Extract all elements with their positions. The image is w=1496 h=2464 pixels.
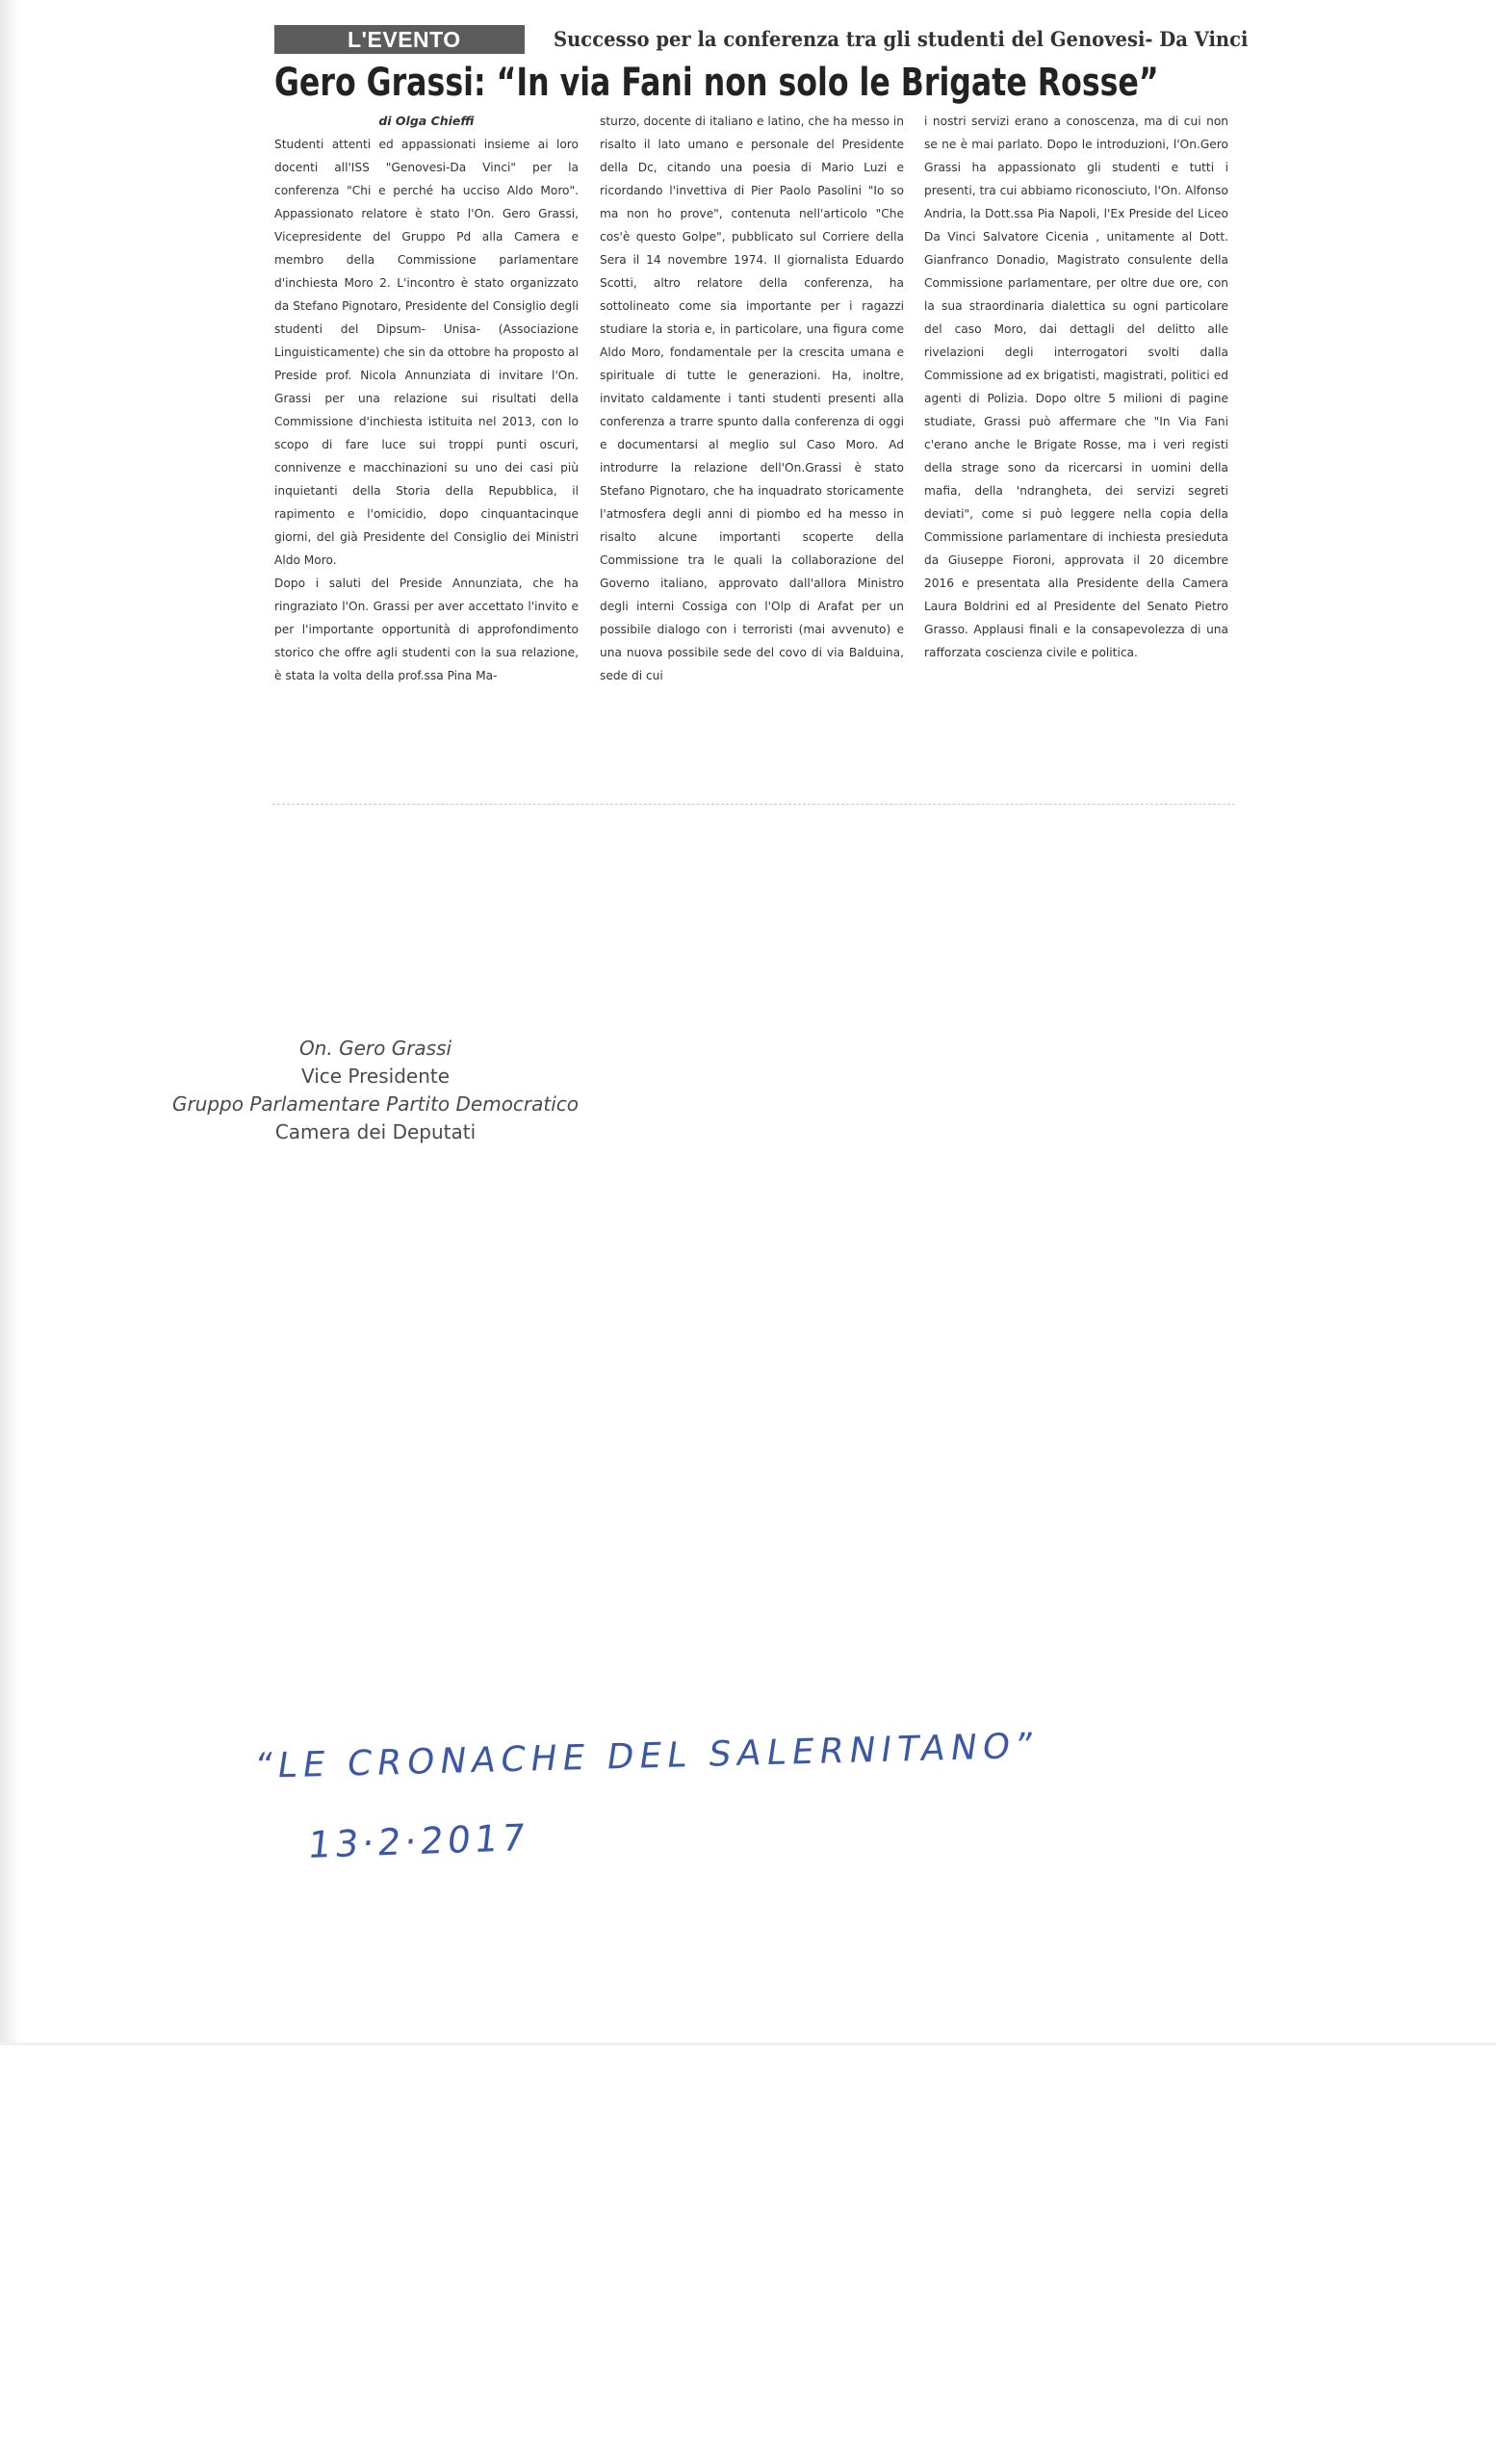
section-badge: L'EVENTO [274, 25, 525, 54]
scan-left-shadow [0, 0, 21, 2045]
article-kicker: Successo per la conferenza tra gli studenti del Genovesi- Da Vinci [554, 27, 1249, 51]
article-column-2 [600, 110, 904, 799]
signature-group: Gruppo Parlamentare Partito Democratico [171, 1092, 580, 1116]
article-bottom-rule [272, 804, 1235, 805]
article-byline: di Olga Chieffi [378, 114, 475, 128]
column-1-paragraph-2: Dopo i saluti del Preside Annunziata, che ha ringraziato l'On. Grassi per aver accettato l'invito e per l'importante opportunità di approfondimento storico che offre agli studenti con la sua relazione, è stata la volta della prof.ssa Pina Ma- [274, 577, 579, 682]
column-3-paragraph-1: i nostri servizi erano a conoscenza, ma di cui non se ne è mai parlato. Dopo le introduzioni, l'On.Gero Grassi ha appassionato gli studenti e tutti i presenti, tra cui abbiamo riconosciuto, l'On. Alfonso Andria, la Dott.ssa Pia Napoli, l'Ex Preside del Liceo Da Vinci Salvatore Cicenia , unitamente al Dott. Gianfranco Donadio, Magistrato consulente della Commissione parlamentare, per oltre due ore, con la sua straordinaria dialettica su ogni particolare del caso Moro, dai dettagli del delitto alle rivelazioni degli interrogatori svolti dalla Commissione ad ex brigatisti, magistrati, politici ed agenti di Polizia. Dopo oltre 5 milioni di pagine studiate, Grassi può affermare che "In Via Fani c'erano anche le Brigate Rosse, ma i veri registi della strage sono da ricercarsi in uomini della mafia, della 'ndrangheta, dei servizi segreti deviati", come si può leggere nella copia della Commissione parlamentare di inchiesta presieduta da Giuseppe Fioroni, approvata il 20 dicembre 2016 e presentata alla Presidente della Camera Laura Boldrini ed al Presidente del Senato Pietro Grasso. Applausi finali e la consapevolezza di una rafforzata coscienza civile e politica. [924, 115, 1228, 659]
handwritten-date: 13·2·2017 [305, 1815, 531, 1867]
column-2-paragraph-1: sturzo, docente di italiano e latino, che ha messo in risalto il lato umano e personale del Presidente della Dc, citando una poesia di Mario Luzi e ricordando l'invettiva di Pier Paolo Pasolini "Io so ma non ho prove", contenuta nell'articolo "Che cos'è questo Golpe", pubblicato sul Corriere della Sera il 14 novembre 1974. Il giornalista Eduardo Scotti, altro relatore della conferenza, ha sottolineato come sia importante per i ragazzi studiare la storia e, in particolare, una figura come Aldo Moro, fondamentale per la crescita umana e spirituale di tutte le generazioni. Ha, inoltre, invitato caldamente i tanti studenti presenti alla conferenza a trarre spunto dalla conferenza di oggi e documentarsi al meglio sul Caso Moro. Ad introdurre la relazione dell'On.Grassi è stato Stefano Pignotaro, che ha inquadrato storicamente l'atmosfera degli anni di piombo ed ha messo in risalto alcune importanti scoperte della Commissione tra le quali la collaborazione del Governo italiano, approvato dall'allora Ministro degli interni Cossiga con l'Olp di Arafat per un possibile dialogo con i terroristi (mai avvenuto) e una nuova possibile sede del covo di via Balduina, sede di cui [600, 115, 904, 682]
handwritten-source: “LE CRONACHE DEL SALERNITANO” [251, 1726, 1042, 1787]
signature-role: Vice Presidente [300, 1065, 451, 1088]
scan-bottom-edge [0, 2042, 1496, 2045]
signature-block [144, 1035, 606, 1146]
article-headline: Gero Grassi: “In via Fani non solo le Brigate Rosse” [274, 61, 1159, 105]
signature-chamber: Camera dei Deputati [274, 1120, 477, 1143]
signature-name: On. Gero Grassi [298, 1037, 452, 1060]
article-column-1 [274, 110, 579, 799]
article-column-3 [924, 110, 1228, 799]
column-1-paragraph-1: Studenti attenti ed appassionati insieme ai loro docenti all'ISS "Genovesi-Da Vinci" per la conferenza "Chi e perché ha ucciso Aldo Moro". Appassionato relatore è stato l'On. Gero Grassi, Vicepresidente del Gruppo Pd alla Camera e membro della Commissione parlamentare d'inchiesta Moro 2. L'incontro è stato organizzato da Stefano Pignotaro, Presidente del Consiglio degli studenti del Dipsum- Unisa- (Associazione Linguisticamente) che sin da ottobre ha proposto al Preside prof. Nicola Annunziata di invitare l'On. Grassi per una relazione sui risultati della Commissione d'inchiesta istituita nel 2013, con lo scopo di fare luce sui troppi punti oscuri, connivenze e macchinazioni su uno dei casi più inquietanti della Storia della Repubblica, il rapimento e l'omicidio, dopo cinquantacinque giorni, del già Presidente del Consiglio dei Ministri Aldo Moro. [274, 138, 579, 567]
article-header [274, 23, 1249, 60]
